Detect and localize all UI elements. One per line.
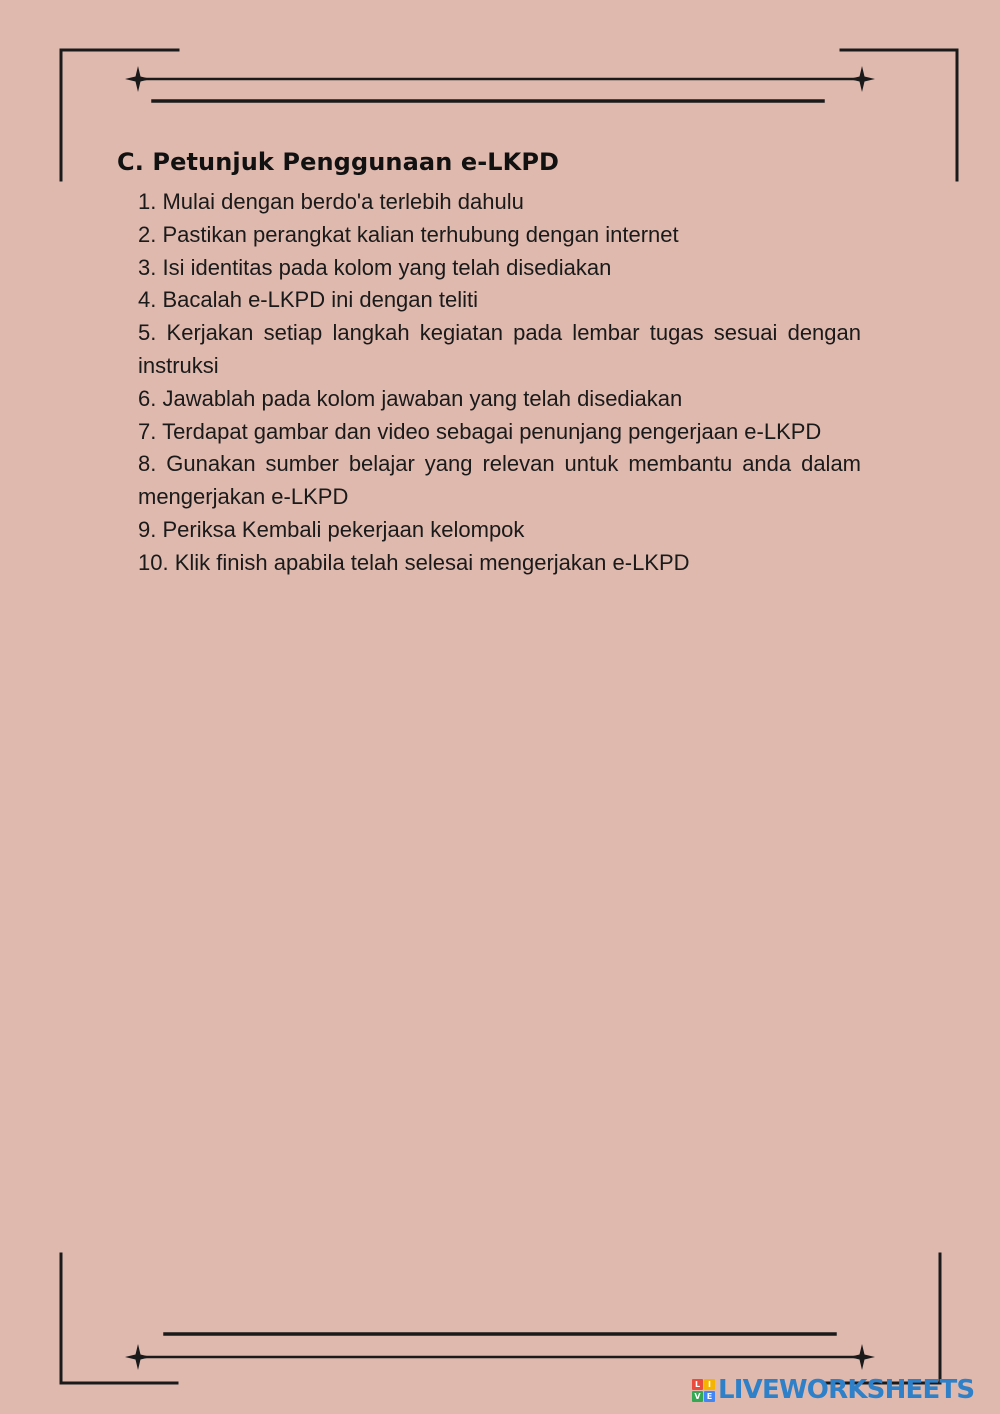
list-item: 3. Isi identitas pada kolom yang telah disediakan (138, 254, 612, 280)
bottom-right-corner-bracket (825, 1254, 940, 1383)
list-item: 9. Periksa Kembali pekerjaan kelompok (138, 516, 525, 542)
liveworksheets-logo-text: LIVEWORKSHEETS (718, 1375, 975, 1405)
list-item: 8. Gunakan sumber belajar yang relevan untuk membantu anda dalam mengerjakan e-LKPD (138, 451, 861, 510)
logo-tile: E (704, 1391, 715, 1402)
sparkle-icon (849, 1344, 875, 1370)
sparkle-icon (849, 66, 875, 92)
liveworksheets-logo[interactable] (692, 1374, 974, 1406)
list-item: 7. Terdapat gambar dan video sebagai penunjang pengerjaan e-LKPD (138, 418, 822, 444)
sparkle-icon (125, 1344, 151, 1370)
liveworksheets-logo-icon (692, 1379, 715, 1402)
list-item: 10. Klik finish apabila telah selesai mengerjakan e-LKPD (138, 549, 690, 575)
instruction-list (138, 186, 861, 580)
list-item: 6. Jawablah pada kolom jawaban yang telah disediakan (138, 385, 683, 411)
logo-tile: V (692, 1391, 703, 1402)
list-item: 4. Bacalah e-LKPD ini dengan teliti (138, 287, 478, 313)
list-item: 5. Kerjakan setiap langkah kegiatan pada lembar tugas sesuai dengan instruksi (138, 320, 861, 378)
sparkle-icon (125, 66, 151, 92)
bottom-left-corner-bracket (61, 1254, 177, 1383)
logo-tile: I (704, 1379, 715, 1390)
section-title: C. Petunjuk Penggunaan e-LKPD (117, 148, 560, 176)
top-right-corner-bracket (841, 50, 957, 180)
list-item: 1. Mulai dengan berdo'a terlebih dahulu (138, 189, 524, 214)
list-item: 2. Pastikan perangkat kalian terhubung dengan internet (138, 221, 679, 247)
logo-tile: L (692, 1379, 703, 1390)
